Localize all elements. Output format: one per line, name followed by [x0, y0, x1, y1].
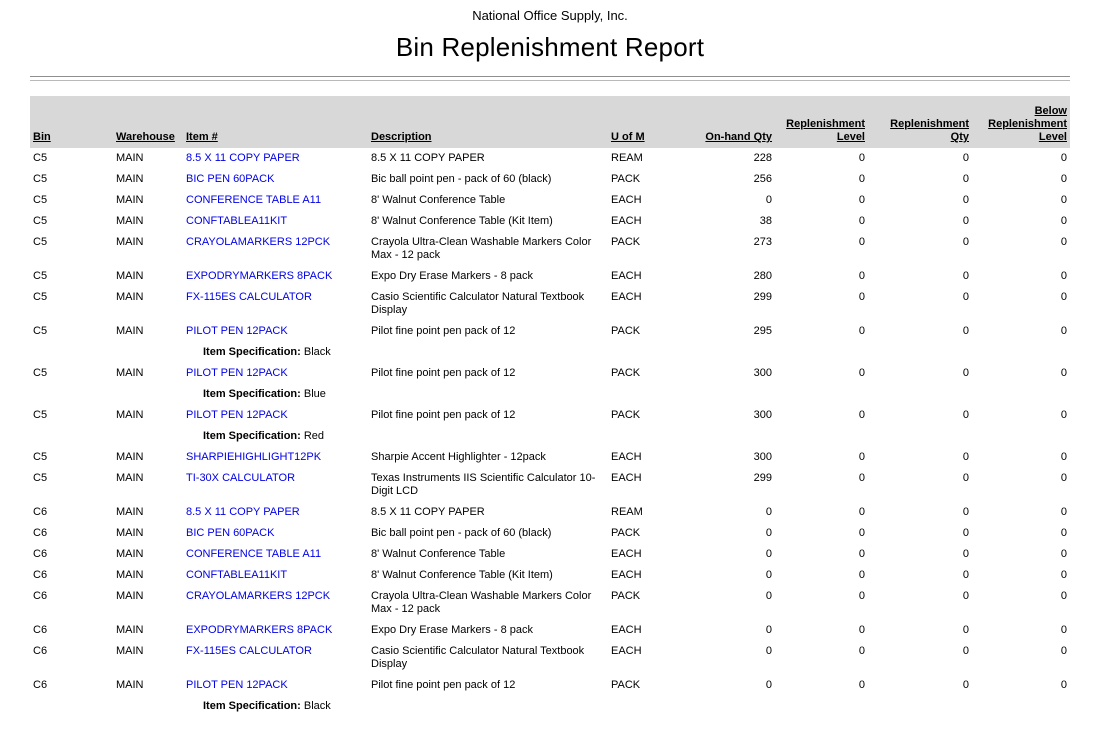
- table-row: [30, 321, 1070, 342]
- table-row: [30, 232, 1070, 266]
- empty-cell: [30, 384, 113, 405]
- table-row: [30, 468, 1070, 502]
- description-cell: 8.5 X 11 COPY PAPER: [371, 152, 485, 164]
- onhand-qty-cell: 256: [753, 173, 772, 185]
- warehouse-cell: MAIN: [116, 569, 144, 581]
- replenishment-qty-cell: 0: [962, 409, 969, 421]
- bin-cell: C5: [33, 270, 48, 282]
- description-cell: 8' Walnut Conference Table: [371, 548, 506, 560]
- below-replenishment-level-cell: 0: [1060, 527, 1067, 539]
- table-row: [30, 586, 1070, 620]
- table-row: [30, 620, 1070, 641]
- replenishment-qty-cell: 0: [962, 291, 969, 303]
- replenishment-qty-cell: 0: [962, 506, 969, 518]
- onhand-qty-cell: 0: [765, 679, 772, 691]
- item-specification-label: Item Specification:: [203, 346, 301, 358]
- warehouse-cell: MAIN: [116, 624, 144, 636]
- replenishment-qty-cell: 0: [962, 194, 969, 206]
- bin-cell: C5: [33, 409, 48, 421]
- onhand-qty-cell: 295: [753, 325, 772, 337]
- warehouse-cell: MAIN: [116, 679, 144, 691]
- below-replenishment-level-cell: 0: [1060, 173, 1067, 185]
- onhand-qty-cell: 0: [765, 569, 772, 581]
- description-cell: Pilot fine point pen pack of 12: [371, 325, 516, 337]
- below-replenishment-level-cell: 0: [1060, 569, 1067, 581]
- onhand-qty-cell: 0: [765, 548, 772, 560]
- item-specification-cell: [183, 384, 1070, 405]
- below-replenishment-level-cell: 0: [1060, 367, 1067, 379]
- column-header-onhand-qty: On-hand Qty: [705, 131, 772, 143]
- item-number-link[interactable]: CONFTABLEA11KIT: [186, 215, 288, 227]
- replenishment-qty-cell: 0: [962, 624, 969, 636]
- description-cell: Texas Instruments IIS Scientific Calculator 10-Digit LCD: [371, 472, 596, 497]
- below-replenishment-level-cell: 0: [1060, 325, 1067, 337]
- item-number-link[interactable]: CONFTABLEA11KIT: [186, 569, 288, 581]
- bin-cell: C6: [33, 645, 48, 657]
- uom-cell: PACK: [611, 236, 641, 248]
- item-number-link[interactable]: FX-115ES CALCULATOR: [186, 291, 312, 303]
- item-specification-row: [30, 342, 1070, 363]
- column-header-below-replenishment-level: Below Replenishment Level: [988, 105, 1067, 143]
- replenishment-level-cell: 0: [858, 679, 865, 691]
- table-row: [30, 675, 1070, 696]
- uom-cell: EACH: [611, 215, 642, 227]
- uom-cell: PACK: [611, 367, 641, 379]
- uom-cell: EACH: [611, 569, 642, 581]
- bin-cell: C5: [33, 194, 48, 206]
- bin-cell: C6: [33, 506, 48, 518]
- item-number-link[interactable]: CRAYOLAMARKERS 12PCK: [186, 236, 331, 248]
- bin-cell: C6: [33, 679, 48, 691]
- warehouse-cell: MAIN: [116, 270, 144, 282]
- company-name: National Office Supply, Inc.: [472, 8, 628, 23]
- warehouse-cell: MAIN: [116, 548, 144, 560]
- item-number-link[interactable]: PILOT PEN 12PACK: [186, 325, 288, 337]
- warehouse-cell: MAIN: [116, 173, 144, 185]
- onhand-qty-cell: 0: [765, 527, 772, 539]
- below-replenishment-level-cell: 0: [1060, 194, 1067, 206]
- table-row: [30, 641, 1070, 675]
- header-divider: [30, 76, 1070, 81]
- replenishment-qty-cell: 0: [962, 270, 969, 282]
- empty-cell: [113, 696, 183, 717]
- column-header-uom: U of M: [611, 131, 645, 143]
- table-row: [30, 169, 1070, 190]
- below-replenishment-level-cell: 0: [1060, 215, 1067, 227]
- item-specification-value: Black: [303, 700, 331, 712]
- below-replenishment-level-cell: 0: [1060, 590, 1067, 602]
- below-replenishment-level-cell: 0: [1060, 451, 1067, 463]
- uom-cell: PACK: [611, 173, 641, 185]
- item-specification-row: [30, 696, 1070, 717]
- item-specification-value: Red: [303, 430, 325, 442]
- warehouse-cell: MAIN: [116, 236, 144, 248]
- onhand-qty-cell: 299: [753, 291, 772, 303]
- bin-cell: C5: [33, 152, 48, 164]
- description-cell: Pilot fine point pen pack of 12: [371, 367, 516, 379]
- warehouse-cell: MAIN: [116, 451, 144, 463]
- item-specification-label: Item Specification:: [203, 388, 301, 400]
- bin-cell: C5: [33, 291, 48, 303]
- description-cell: 8' Walnut Conference Table (Kit Item): [371, 569, 553, 581]
- bin-cell: C5: [33, 367, 48, 379]
- replenishment-level-cell: 0: [858, 291, 865, 303]
- replenishment-level-cell: 0: [858, 215, 865, 227]
- replenishment-level-cell: 0: [858, 645, 865, 657]
- item-number-link[interactable]: 8.5 X 11 COPY PAPER: [186, 506, 300, 518]
- uom-cell: PACK: [611, 409, 641, 421]
- onhand-qty-cell: 300: [753, 367, 772, 379]
- description-cell: Bic ball point pen - pack of 60 (black): [371, 173, 552, 185]
- replenishment-level-cell: 0: [858, 548, 865, 560]
- report-table-head: [30, 96, 1070, 148]
- description-cell: Pilot fine point pen pack of 12: [371, 409, 516, 421]
- description-cell: Crayola Ultra-Clean Washable Markers Color Max - 12 pack: [371, 590, 592, 615]
- table-row: [30, 190, 1070, 211]
- report-table-body: [30, 148, 1070, 717]
- replenishment-qty-cell: 0: [962, 236, 969, 248]
- item-specification-value: Blue: [303, 388, 326, 400]
- replenishment-qty-cell: 0: [962, 569, 969, 581]
- onhand-qty-cell: 38: [759, 215, 772, 227]
- table-row: [30, 405, 1070, 426]
- onhand-qty-cell: 0: [765, 590, 772, 602]
- warehouse-cell: MAIN: [116, 367, 144, 379]
- replenishment-qty-cell: 0: [962, 590, 969, 602]
- column-header-item-number: Item #: [186, 131, 218, 143]
- description-cell: Expo Dry Erase Markers - 8 pack: [371, 270, 533, 282]
- table-row: [30, 565, 1070, 586]
- item-number-link[interactable]: SHARPIEHIGHLIGHT12PK: [186, 451, 322, 463]
- description-cell: Bic ball point pen - pack of 60 (black): [371, 527, 552, 539]
- below-replenishment-level-cell: 0: [1060, 270, 1067, 282]
- item-number-link[interactable]: PILOT PEN 12PACK: [186, 409, 288, 421]
- table-row: [30, 447, 1070, 468]
- bin-cell: C5: [33, 236, 48, 248]
- replenishment-qty-cell: 0: [962, 679, 969, 691]
- report-header: [30, 8, 1070, 62]
- warehouse-cell: MAIN: [116, 527, 144, 539]
- uom-cell: EACH: [611, 291, 642, 303]
- replenishment-level-cell: 0: [858, 173, 865, 185]
- replenishment-qty-cell: 0: [962, 548, 969, 560]
- onhand-qty-cell: 0: [765, 624, 772, 636]
- item-number-link[interactable]: 8.5 X 11 COPY PAPER: [186, 152, 300, 164]
- replenishment-level-cell: 0: [858, 624, 865, 636]
- below-replenishment-level-cell: 0: [1060, 548, 1067, 560]
- bin-cell: C6: [33, 624, 48, 636]
- table-row: [30, 523, 1070, 544]
- bin-cell: C6: [33, 548, 48, 560]
- item-specification-label: Item Specification:: [203, 430, 301, 442]
- empty-cell: [30, 696, 113, 717]
- item-number-link[interactable]: PILOT PEN 12PACK: [186, 679, 288, 691]
- empty-cell: [30, 342, 113, 363]
- table-row: [30, 502, 1070, 523]
- replenishment-level-cell: 0: [858, 506, 865, 518]
- item-specification-cell: [183, 342, 1070, 363]
- page-title: Bin Replenishment Report: [395, 32, 705, 62]
- column-header-row: [30, 96, 1070, 148]
- description-cell: 8' Walnut Conference Table (Kit Item): [371, 215, 553, 227]
- column-header-warehouse: Warehouse: [116, 131, 175, 143]
- uom-cell: PACK: [611, 679, 641, 691]
- below-replenishment-level-cell: 0: [1060, 679, 1067, 691]
- below-replenishment-level-cell: 0: [1060, 291, 1067, 303]
- bin-cell: C6: [33, 569, 48, 581]
- item-specification-row: [30, 426, 1070, 447]
- warehouse-cell: MAIN: [116, 472, 144, 484]
- item-number-link[interactable]: BIC PEN 60PACK: [186, 527, 275, 539]
- onhand-qty-cell: 300: [753, 409, 772, 421]
- replenishment-level-cell: 0: [858, 590, 865, 602]
- bin-cell: C5: [33, 325, 48, 337]
- item-specification-label: Item Specification:: [203, 700, 301, 712]
- table-row: [30, 266, 1070, 287]
- table-row: [30, 148, 1070, 169]
- table-row: [30, 363, 1070, 384]
- below-replenishment-level-cell: 0: [1060, 645, 1067, 657]
- column-header-description: Description: [371, 131, 432, 143]
- below-replenishment-level-cell: 0: [1060, 624, 1067, 636]
- warehouse-cell: MAIN: [116, 152, 144, 164]
- replenishment-qty-cell: 0: [962, 451, 969, 463]
- uom-cell: EACH: [611, 472, 642, 484]
- bin-cell: C5: [33, 451, 48, 463]
- replenishment-qty-cell: 0: [962, 215, 969, 227]
- uom-cell: REAM: [611, 152, 643, 164]
- warehouse-cell: MAIN: [116, 409, 144, 421]
- below-replenishment-level-cell: 0: [1060, 152, 1067, 164]
- replenishment-level-cell: 0: [858, 472, 865, 484]
- warehouse-cell: MAIN: [116, 215, 144, 227]
- onhand-qty-cell: 280: [753, 270, 772, 282]
- item-number-link[interactable]: TI-30X CALCULATOR: [186, 472, 296, 484]
- replenishment-level-cell: 0: [858, 451, 865, 463]
- uom-cell: REAM: [611, 506, 643, 518]
- warehouse-cell: MAIN: [116, 194, 144, 206]
- replenishment-level-cell: 0: [858, 409, 865, 421]
- column-header-replenishment-level: Replenishment Level: [786, 118, 865, 143]
- table-row: [30, 544, 1070, 565]
- replenishment-level-cell: 0: [858, 527, 865, 539]
- onhand-qty-cell: 299: [753, 472, 772, 484]
- replenishment-level-cell: 0: [858, 270, 865, 282]
- item-number-link[interactable]: EXPODRYMARKERS 8PACK: [186, 624, 333, 636]
- uom-cell: EACH: [611, 194, 642, 206]
- replenishment-level-cell: 0: [858, 236, 865, 248]
- table-row: [30, 287, 1070, 321]
- replenishment-level-cell: 0: [858, 325, 865, 337]
- item-number-link[interactable]: FX-115ES CALCULATOR: [186, 645, 312, 657]
- empty-cell: [113, 426, 183, 447]
- description-cell: 8.5 X 11 COPY PAPER: [371, 506, 485, 518]
- description-cell: Sharpie Accent Highlighter - 12pack: [371, 451, 546, 463]
- item-specification-cell: [183, 696, 1070, 717]
- onhand-qty-cell: 0: [765, 194, 772, 206]
- replenishment-qty-cell: 0: [962, 472, 969, 484]
- description-cell: Casio Scientific Calculator Natural Textbook Display: [371, 291, 585, 316]
- onhand-qty-cell: 0: [765, 506, 772, 518]
- item-specification-row: [30, 384, 1070, 405]
- warehouse-cell: MAIN: [116, 506, 144, 518]
- replenishment-qty-cell: 0: [962, 325, 969, 337]
- uom-cell: PACK: [611, 527, 641, 539]
- item-specification-value: Black: [303, 346, 331, 358]
- onhand-qty-cell: 300: [753, 451, 772, 463]
- description-cell: Crayola Ultra-Clean Washable Markers Color Max - 12 pack: [371, 236, 592, 261]
- uom-cell: EACH: [611, 270, 642, 282]
- replenishment-level-cell: 0: [858, 152, 865, 164]
- replenishment-level-cell: 0: [858, 194, 865, 206]
- uom-cell: EACH: [611, 624, 642, 636]
- bin-cell: C6: [33, 527, 48, 539]
- empty-cell: [113, 384, 183, 405]
- bin-cell: C5: [33, 173, 48, 185]
- uom-cell: EACH: [611, 451, 642, 463]
- description-cell: Expo Dry Erase Markers - 8 pack: [371, 624, 533, 636]
- item-number-link[interactable]: PILOT PEN 12PACK: [186, 367, 288, 379]
- description-cell: Pilot fine point pen pack of 12: [371, 679, 516, 691]
- uom-cell: PACK: [611, 590, 641, 602]
- bin-cell: C5: [33, 215, 48, 227]
- onhand-qty-cell: 273: [753, 236, 772, 248]
- replenishment-qty-cell: 0: [962, 527, 969, 539]
- replenishment-level-cell: 0: [858, 569, 865, 581]
- item-specification-cell: [183, 426, 1070, 447]
- description-cell: 8' Walnut Conference Table: [371, 194, 506, 206]
- column-header-replenishment-qty: Replenishment Qty: [890, 118, 969, 143]
- warehouse-cell: MAIN: [116, 291, 144, 303]
- table-row: [30, 211, 1070, 232]
- below-replenishment-level-cell: 0: [1060, 236, 1067, 248]
- item-number-link[interactable]: CRAYOLAMARKERS 12PCK: [186, 590, 331, 602]
- item-number-link[interactable]: BIC PEN 60PACK: [186, 173, 275, 185]
- item-number-link[interactable]: EXPODRYMARKERS 8PACK: [186, 270, 333, 282]
- onhand-qty-cell: 0: [765, 645, 772, 657]
- empty-cell: [30, 426, 113, 447]
- below-replenishment-level-cell: 0: [1060, 409, 1067, 421]
- item-number-link[interactable]: CONFERENCE TABLE A11: [186, 548, 322, 560]
- replenishment-qty-cell: 0: [962, 152, 969, 164]
- empty-cell: [113, 342, 183, 363]
- replenishment-qty-cell: 0: [962, 645, 969, 657]
- bin-cell: C5: [33, 472, 48, 484]
- item-number-link[interactable]: CONFERENCE TABLE A11: [186, 194, 322, 206]
- replenishment-level-cell: 0: [858, 367, 865, 379]
- replenishment-qty-cell: 0: [962, 173, 969, 185]
- column-header-bin: Bin: [33, 131, 51, 143]
- replenishment-qty-cell: 0: [962, 367, 969, 379]
- onhand-qty-cell: 228: [753, 152, 772, 164]
- description-cell: Casio Scientific Calculator Natural Textbook Display: [371, 645, 585, 670]
- below-replenishment-level-cell: 0: [1060, 472, 1067, 484]
- warehouse-cell: MAIN: [116, 590, 144, 602]
- warehouse-cell: MAIN: [116, 325, 144, 337]
- uom-cell: EACH: [611, 645, 642, 657]
- report-table: [30, 96, 1070, 717]
- below-replenishment-level-cell: 0: [1060, 506, 1067, 518]
- bin-cell: C6: [33, 590, 48, 602]
- uom-cell: EACH: [611, 548, 642, 560]
- uom-cell: PACK: [611, 325, 641, 337]
- warehouse-cell: MAIN: [116, 645, 144, 657]
